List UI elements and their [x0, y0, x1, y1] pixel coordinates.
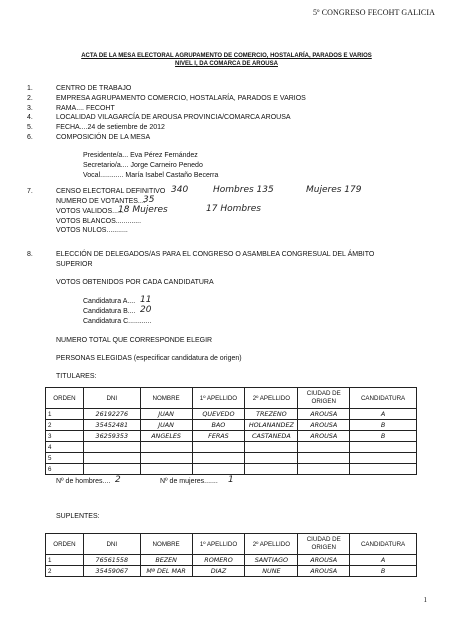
nulos-label: VOTOS NULOS...........: [56, 227, 128, 234]
cell-orden: 5: [46, 453, 84, 464]
suplentes-table: [45, 533, 417, 577]
titulares-label: TITULARES:: [56, 373, 97, 380]
n-mujeres-label: Nº de mujeres.......: [160, 478, 218, 485]
item-text: COMPOSICIÓN DE LA MESA: [56, 134, 151, 141]
candidatura-b-label: Candidatura B....: [83, 308, 136, 315]
n-hombres-label: Nº de hombres....: [56, 478, 111, 485]
cell-candidatura: B: [350, 566, 417, 577]
cell-nombre: JUAN: [140, 420, 192, 431]
column-header: 1º APELLIDO: [192, 388, 245, 409]
cell-apellido1: FERAS: [192, 431, 245, 442]
cell-nombre: JUAN: [140, 409, 192, 420]
column-header: DNI: [83, 534, 140, 555]
column-header: NOMBRE: [140, 534, 192, 555]
candidatura-b-value: 20: [140, 305, 152, 315]
cell-apellido2: HOLANANDEZ: [245, 420, 298, 431]
censo-label: CENSO ELECTORAL DEFINITIVO: [56, 188, 166, 195]
page-number: 1: [423, 596, 427, 604]
item-number: 2.: [27, 95, 33, 102]
cell-nombre: [140, 442, 192, 453]
table-row: [46, 442, 417, 453]
vocal-line: Vocal............ María Isabel Castaño Becerra: [83, 172, 219, 179]
column-header: 2º APELLIDO: [245, 534, 298, 555]
cell-apellido2: CASTANEDA: [245, 431, 298, 442]
votos-candidatura-label: VOTOS OBTENIDOS POR CADA CANDIDATURA: [56, 279, 214, 286]
cell-orden: 4: [46, 442, 84, 453]
table-row: [46, 464, 417, 475]
table-row: [46, 409, 417, 420]
cell-nombre: BEZEN: [140, 555, 192, 566]
blancos-label: VOTOS BLANCOS.............: [56, 218, 142, 225]
candidatura-a-label: Candidatura A....: [83, 298, 136, 305]
cell-candidatura: B: [350, 420, 417, 431]
cell-ciudad: [298, 442, 350, 453]
column-header: ORDEN: [46, 534, 84, 555]
cell-dni: 35459067: [83, 566, 140, 577]
cell-candidatura: [350, 453, 417, 464]
cell-dni: 36259353: [83, 431, 140, 442]
column-header: DNI: [83, 388, 140, 409]
cell-apellido1: BAO: [192, 420, 245, 431]
item-text: RAMA.... FECOHT: [56, 105, 115, 112]
item-number: 3.: [27, 105, 33, 112]
cell-ciudad: AROUSA: [298, 555, 350, 566]
cell-nombre: Mª DEL MAR: [140, 566, 192, 577]
column-header: NOMBRE: [140, 388, 192, 409]
item-text: EMPRESA AGRUPAMENTO COMERCIO, HOSTALARÍA, PARADOS E VARIOS: [56, 95, 306, 102]
cell-dni: 76561558: [83, 555, 140, 566]
censo-value: 340: [171, 185, 189, 195]
cell-candidatura: [350, 442, 417, 453]
item-number: 6.: [27, 134, 33, 141]
cell-apellido1: ROMERO: [192, 555, 245, 566]
item-text: CENTRO DE TRABAJO: [56, 85, 132, 92]
cell-apellido2: [245, 464, 298, 475]
cell-apellido2: TREZENO: [245, 409, 298, 420]
numero-total-label: NUMERO TOTAL QUE CORRESPONDE ELEGIR: [56, 337, 213, 344]
item-number: 5.: [27, 124, 33, 131]
cell-nombre: ANGELES: [140, 431, 192, 442]
cell-orden: 6: [46, 464, 84, 475]
censo-mujeres: Mujeres 179: [306, 185, 362, 195]
column-header: CIUDAD DE ORIGEN: [298, 534, 350, 555]
column-header: CANDIDATURA: [350, 388, 417, 409]
votantes-value: 35: [143, 195, 155, 205]
n-mujeres-value: 1: [228, 475, 234, 485]
cell-ciudad: AROUSA: [298, 420, 350, 431]
column-header: ORDEN: [46, 388, 84, 409]
item-number: 1.: [27, 85, 33, 92]
table-row: [46, 566, 417, 577]
item8-text-cont: SUPERIOR: [56, 261, 93, 268]
cell-dni: 35452481: [83, 420, 140, 431]
table-header-row: [46, 388, 417, 409]
presidente-line: Presidente/a... Eva Pérez Fernández: [83, 152, 198, 159]
cell-ciudad: [298, 453, 350, 464]
validos-label: VOTOS VALIDOS......: [56, 208, 124, 215]
suplentes-label: SUPLENTES:: [56, 513, 100, 520]
n-hombres-value: 2: [115, 475, 121, 485]
cell-apellido1: QUEVEDO: [192, 409, 245, 420]
validos-value: 18 Mujeres: [118, 205, 168, 215]
cell-candidatura: A: [350, 409, 417, 420]
cell-candidatura: [350, 464, 417, 475]
cell-ciudad: AROUSA: [298, 566, 350, 577]
cell-candidatura: B: [350, 431, 417, 442]
cell-apellido1: [192, 464, 245, 475]
cell-dni: [83, 464, 140, 475]
cell-ciudad: AROUSA: [298, 431, 350, 442]
item-text: LOCALIDAD VILAGARCÍA DE AROUSA PROVINCIA/COMARCA AROUSA: [56, 114, 291, 121]
cell-orden: 1: [46, 555, 84, 566]
cell-apellido2: SANTIAGO: [245, 555, 298, 566]
cell-candidatura: A: [350, 555, 417, 566]
table-row: [46, 431, 417, 442]
item8-text: ELECCIÓN DE DELEGADOS/AS PARA EL CONGRESO O ASAMBLEA CONGRESUAL DEL ÁMBITO: [56, 251, 375, 258]
table-row: [46, 420, 417, 431]
cell-orden: 2: [46, 420, 84, 431]
cell-dni: [83, 442, 140, 453]
cell-ciudad: AROUSA: [298, 409, 350, 420]
cell-apellido1: [192, 442, 245, 453]
cell-orden: 1: [46, 409, 84, 420]
acta-title: ACTA DE LA MESA ELECTORAL AGRUPAMENTO DE COMERCIO, HOSTALARÍA, PARADOS E VARIOS: [81, 53, 372, 59]
secretario-line: Secretario/a.... Jorge Carneiro Penedo: [83, 162, 203, 169]
cell-orden: 2: [46, 566, 84, 577]
cell-apellido1: DIAZ: [192, 566, 245, 577]
column-header: 2º APELLIDO: [245, 388, 298, 409]
cell-dni: [83, 453, 140, 464]
column-header: CANDIDATURA: [350, 534, 417, 555]
cell-nombre: [140, 464, 192, 475]
column-header: CIUDAD DE ORIGEN: [298, 388, 350, 409]
cell-nombre: [140, 453, 192, 464]
cell-orden: 3: [46, 431, 84, 442]
cell-apellido1: [192, 453, 245, 464]
item-number: 4.: [27, 114, 33, 121]
cell-apellido2: [245, 442, 298, 453]
cell-apellido2: NUNE: [245, 566, 298, 577]
table-row: [46, 555, 417, 566]
congress-header: 5º CONGRESO FECOHT GALICIA: [312, 8, 435, 17]
table-header-row: [46, 534, 417, 555]
item-number: 8.: [27, 251, 33, 258]
item-number: 7.: [27, 188, 33, 195]
candidatura-a-value: 11: [140, 295, 152, 305]
column-header: 1º APELLIDO: [192, 534, 245, 555]
titulares-table: [45, 387, 417, 475]
item-text: FECHA....24 de setiembre de 2012: [56, 124, 165, 131]
votantes-label: NUMERO DE VOTANTES....: [56, 198, 146, 205]
cell-ciudad: [298, 464, 350, 475]
cell-apellido2: [245, 453, 298, 464]
censo-hombres: Hombres 135: [213, 185, 274, 195]
table-row: [46, 453, 417, 464]
personas-elegidas-label: PERSONAS ELEGIDAS (especificar candidatura de origen): [56, 355, 242, 362]
cell-dni: 26192276: [83, 409, 140, 420]
validos-hombres: 17 Hombres: [206, 204, 261, 214]
acta-subtitle: NIVEL I, DA COMARCA DE AROUSA: [175, 61, 278, 67]
candidatura-c-label: Candidatura C............: [83, 318, 152, 325]
